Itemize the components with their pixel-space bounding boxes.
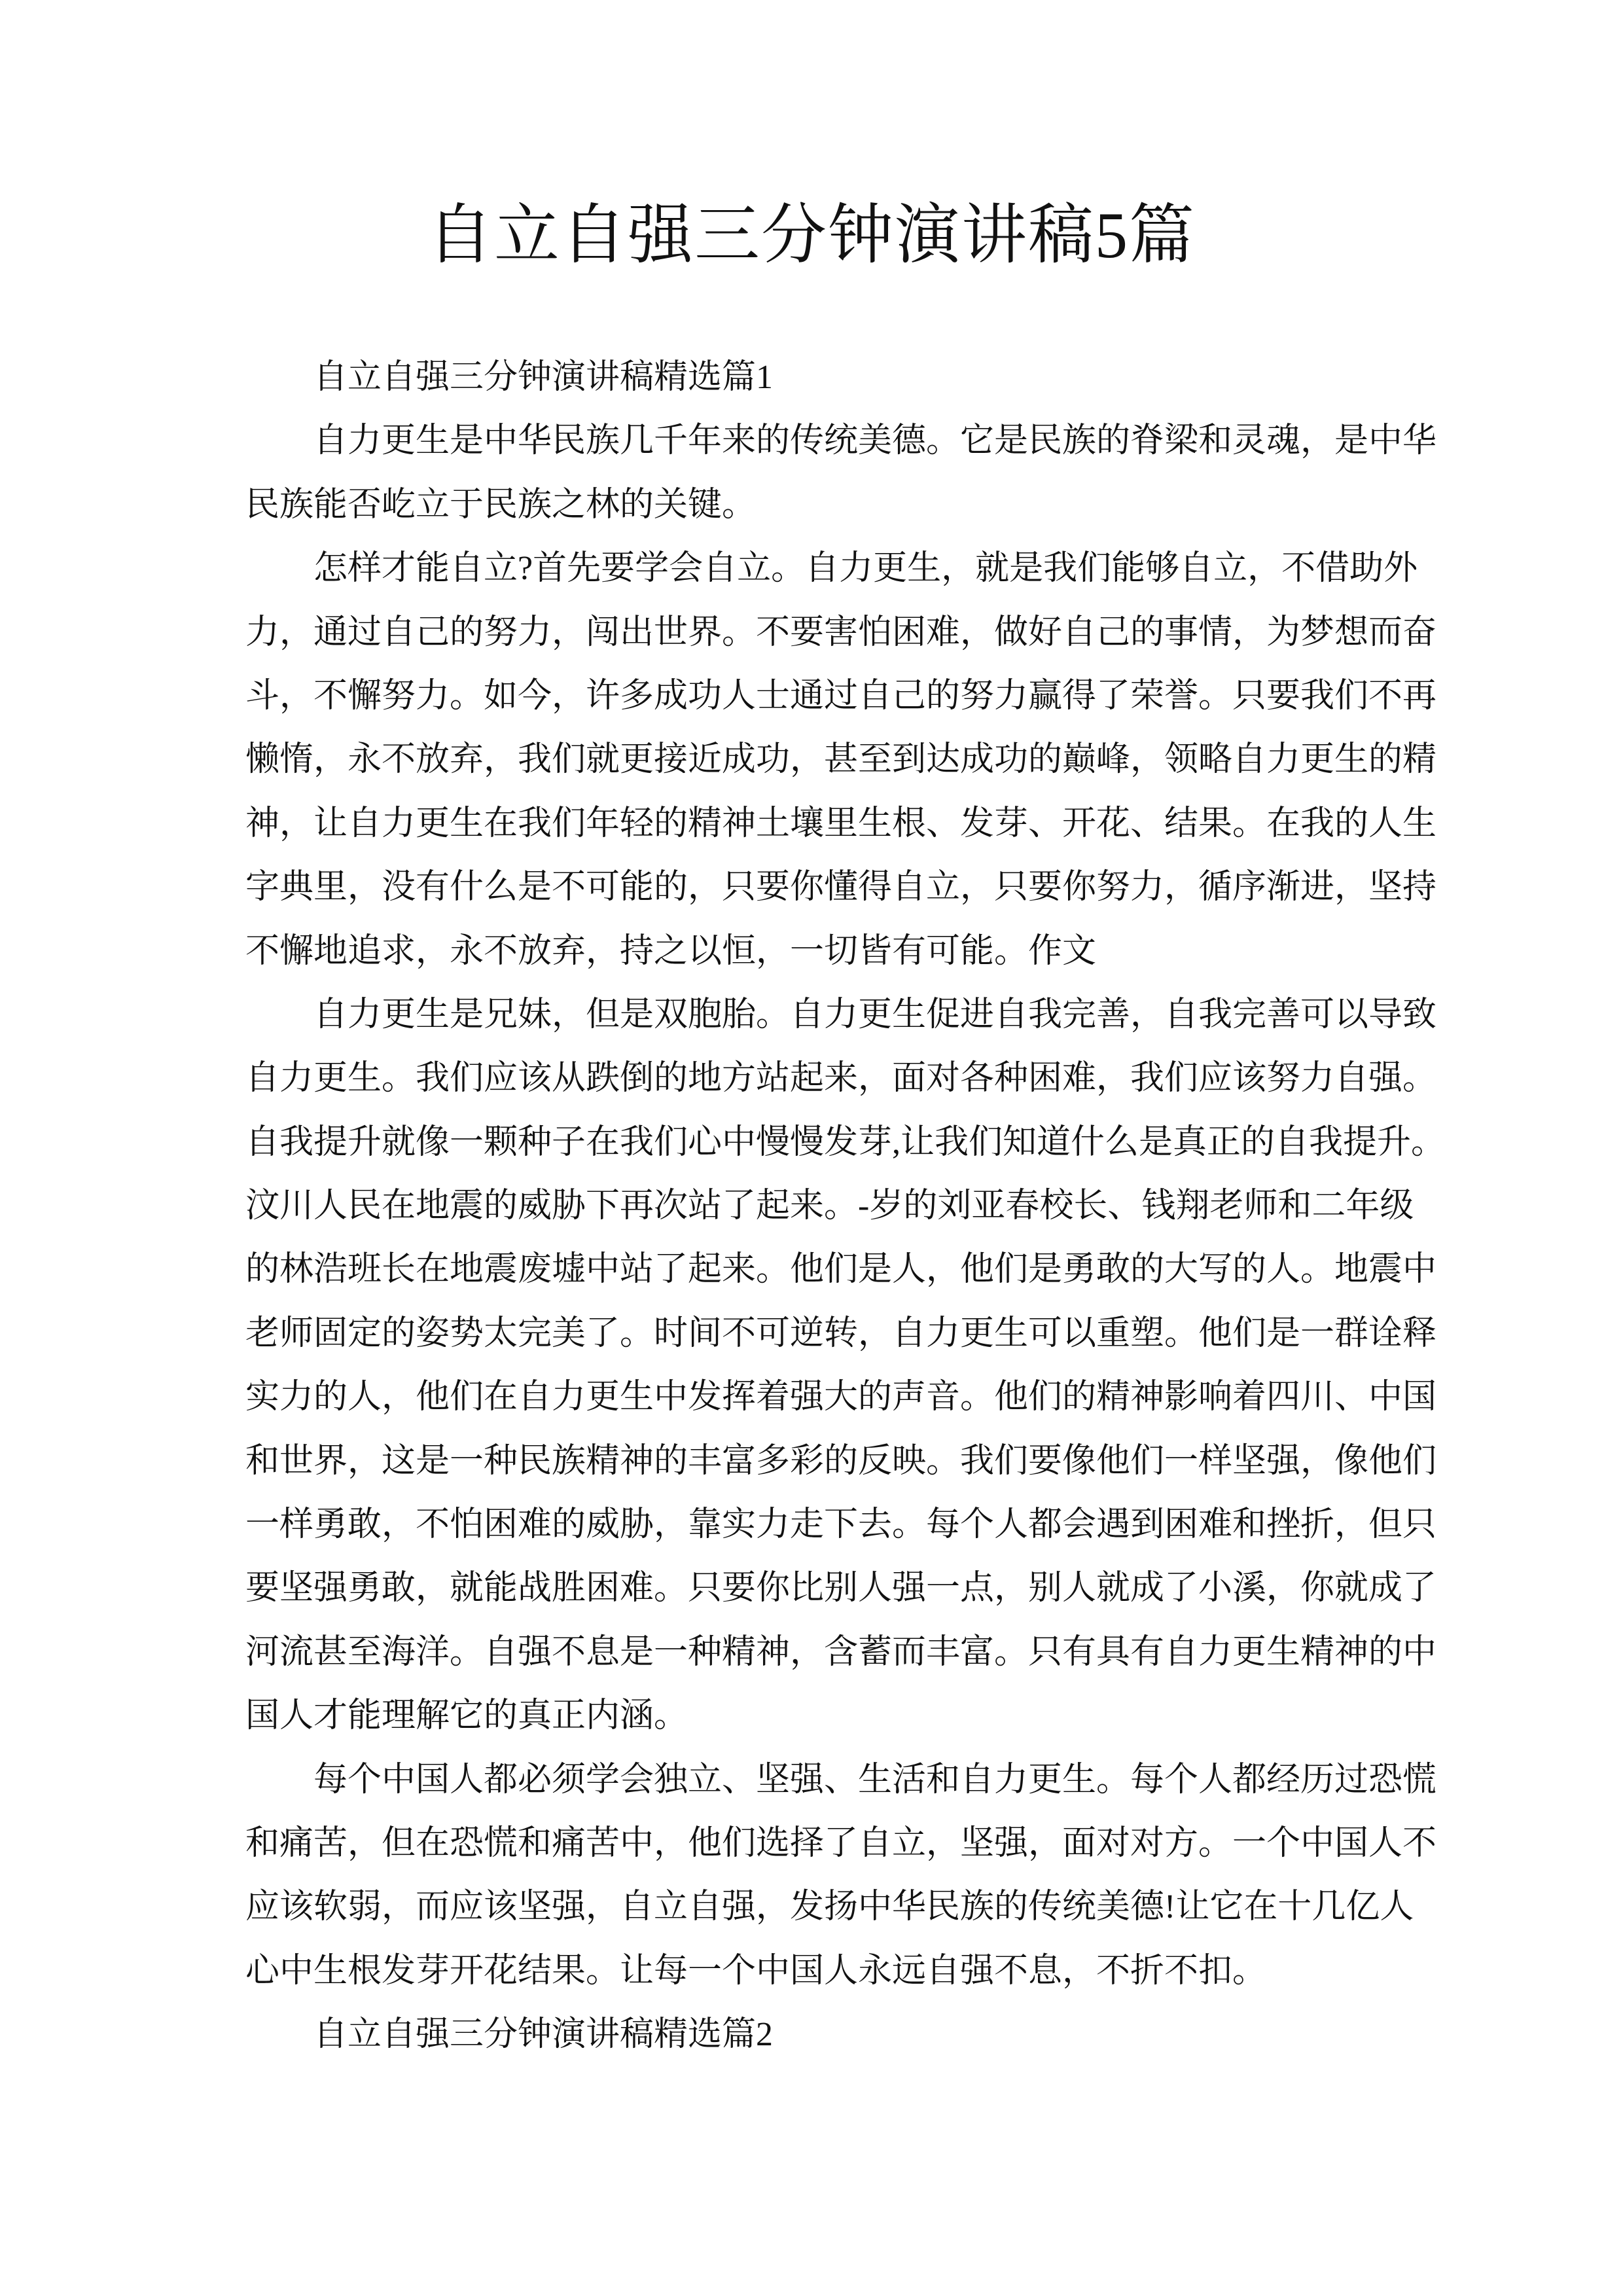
section-heading	[245, 2003, 1381, 2066]
document-body	[245, 346, 1446, 2067]
text-line: 河流甚至海洋。自强不息是一种精神，含蓄而丰富。只有具有自力更生精神的中	[245, 1633, 1437, 1671]
text-line: 和痛苦，但在恐慌和痛苦中，他们选择了自立，坚强，面对对方。一个中国人不	[245, 1824, 1437, 1862]
text-line: 自力更生是中华民族几千年来的传统美德。它是民族的脊梁和灵魂，是中华	[313, 422, 1437, 460]
text-line: 自立自强三分钟演讲稿精选篇2	[313, 2016, 774, 2054]
text-line: 实力的人，他们在自力更生中发挥着强大的声音。他们的精神影响着四川、中国	[245, 1378, 1437, 1416]
text-line: 不懈地追求，永不放弃，持之以恒，一切皆有可能。作文	[245, 932, 1097, 970]
text-line: 力，通过自己的努力，闯出世界。不要害怕困难，做好自己的事情，为梦想而奋	[245, 613, 1437, 651]
paragraph	[245, 1748, 1437, 2003]
text-line: 字典里，没有什么是不可能的，只要你懂得自立，只要你努力，循序渐进，坚持	[245, 869, 1437, 906]
section-heading	[245, 346, 1381, 409]
text-line: 每个中国人都必须学会独立、坚强、生活和自力更生。每个人都经历过恐慌	[313, 1761, 1437, 1799]
text-line: 怎样才能自立?首先要学会自立。自力更生，就是我们能够自立，不借助外	[313, 550, 1418, 588]
text-line: 老师固定的姿势太完美了。时间不可逆转，自力更生可以重塑。他们是一群诠释	[245, 1314, 1437, 1352]
paragraph	[245, 537, 1437, 983]
text-line: 的林浩班长在地震废墟中站了起来。他们是人，他们是勇敢的大写的人。地震中	[245, 1251, 1437, 1289]
text-line: 斗，不懈努力。如今，许多成功人士通过自己的努力赢得了荣誉。只要我们不再	[245, 677, 1437, 715]
paragraph	[245, 409, 1437, 537]
text-line: 要坚强勇敢，就能战胜困难。只要你比别人强一点，别人就成了小溪，你就成了	[245, 1570, 1437, 1607]
document-title: 自立自强三分钟演讲稿5篇	[427, 199, 1196, 272]
text-line: 汶川人民在地震的威胁下再次站了起来。-岁的刘亚春校长、钱翔老师和二年级	[245, 1187, 1414, 1225]
text-line: 一样勇敢，不怕困难的威胁，靠实力走下去。每个人都会遇到困难和挫折，但只	[245, 1506, 1437, 1544]
text-line: 民族能否屹立于民族之林的关键。	[245, 486, 757, 524]
text-line: 心中生根发芽开花结果。让每一个中国人永远自强不息，不折不扣。	[245, 1952, 1267, 1990]
text-line: 自我提升就像一颗种子在我们心中慢慢发芽,让我们知道什么是真正的自我提升。	[245, 1123, 1446, 1161]
text-line: 自力更生是兄妹，但是双胞胎。自力更生促进自我完善，自我完善可以导致	[313, 996, 1437, 1033]
text-line: 和世界，这是一种民族精神的丰富多彩的反映。我们要像他们一样坚强，像他们	[245, 1442, 1437, 1480]
text-line: 自立自强三分钟演讲稿精选篇1	[313, 359, 774, 396]
text-line: 应该软弱，而应该坚强，自立自强，发扬中华民族的传统美德!让它在十几亿人	[245, 1888, 1414, 1926]
text-line: 自力更生。我们应该从跌倒的地方站起来，面对各种困难，我们应该努力自强。	[245, 1060, 1437, 1098]
paragraph	[245, 983, 1446, 1748]
text-line: 懒惰，永不放弃，我们就更接近成功，甚至到达成功的巅峰，领略自力更生的精	[245, 741, 1437, 779]
text-line: 国人才能理解它的真正内涵。	[245, 1697, 688, 1735]
text-line: 神，让自力更生在我们年轻的精神土壤里生根、发芽、开花、结果。在我的人生	[245, 804, 1437, 842]
